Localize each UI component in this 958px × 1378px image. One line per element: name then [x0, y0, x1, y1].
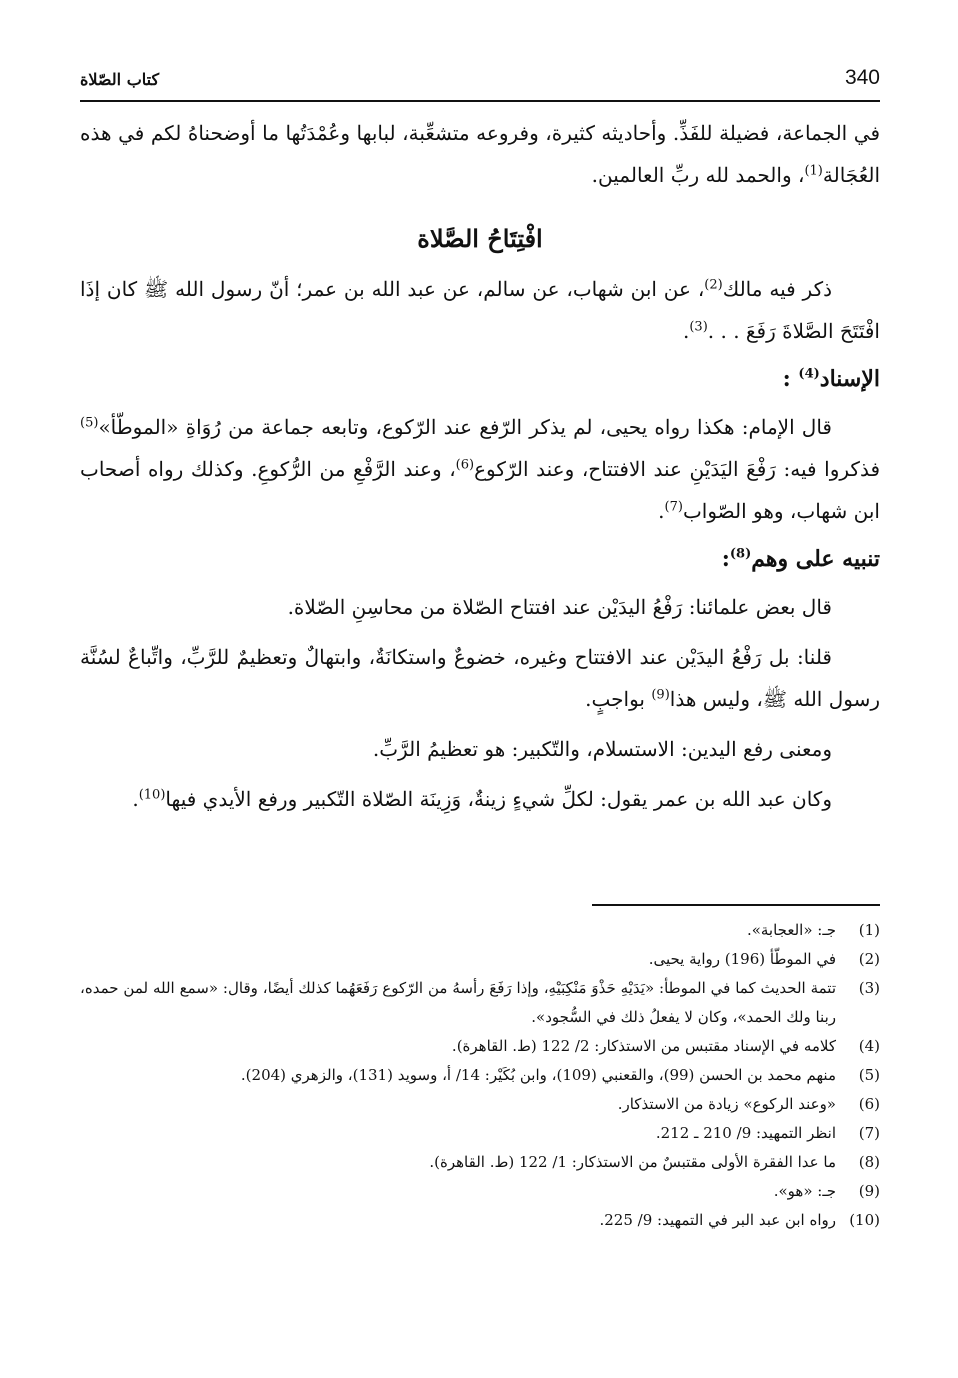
footnote-text: كلامه في الإسناد مقتبس من الاستذكار: 2/ 122 (ط. القاهرة). — [451, 1037, 836, 1055]
footnote-ref[interactable]: (9) — [651, 687, 670, 703]
paragraph: ذكر فيه مالك$^{(2)}$، عن ابن شهاب، عن سالم، عن عبد الله بن عمر؛ أنّ رسول الله ﷺ كان إذَا افْتَتَحَ الصَّلاةَ رَفَعَ . . .$^{(3)}$. — [80, 277, 880, 343]
footnote-number: (2) — [858, 950, 880, 968]
footnote-ref[interactable]: (5) — [80, 415, 99, 431]
paragraph: وكان عبد الله بن عمر يقول: لكلِّ شيءٍ زينةٌ، وَزِينَة الصّلاة التّكبير ورفع الأيدي فيها$^{(10)}$. — [132, 787, 832, 811]
footnote-text: في الموطّأ (196) رواية يحيى. — [648, 950, 836, 968]
footnote — [80, 974, 880, 1032]
footnote — [80, 1206, 880, 1235]
footnote-ref[interactable]: (1) — [804, 163, 823, 179]
footnote-ref[interactable]: (2) — [704, 277, 723, 293]
footnotes — [80, 916, 880, 1235]
footnote — [80, 1177, 880, 1206]
footnote-text: تتمة الحديث كما في الموطأ: «يَدَيْهِ حَذْوَ مَنْكِبَيْهِ، وإذا رَفَعَ رأسهُ من الرّكوع رَفَعَهُما كذلك أيضًا، وقال: «سمع الله لمن حمده، ربنا ولك الحمد»، وكان لا يفعلُ ذلك في السُّجود». — [80, 979, 836, 1026]
footnote-number: (9) — [858, 1182, 880, 1200]
footnote — [80, 945, 880, 974]
running-head: كتاب الصّلاة — [80, 70, 160, 89]
footnote-number: (5) — [858, 1066, 880, 1084]
paragraph: في الجماعة، فضيلة للفَذِّ. وأحاديثه كثيرة، وفروعه متشعِّبة، لبابها وعُمْدَتُها ما أوضحناهُ لكم في هذه العُجَالة$^{(1)}$، والحمد لله ربِّ العالمين. — [80, 121, 880, 187]
footnote-text: انظر التمهيد: 9/ 210 ـ 212. — [655, 1124, 836, 1142]
footnote-text: منهم محمد بن الحسن (99)، والقعنبي (109)، وابن بُكَيْر: 14/ أ، وسويد (131)، والزهري (204). — [240, 1066, 836, 1084]
footnote-text: جـ: «العجابة». — [746, 921, 836, 939]
footnote — [80, 1148, 880, 1177]
footnote-ref[interactable]: (3) — [689, 319, 708, 335]
footnote-ref[interactable]: (4) — [798, 366, 820, 382]
footnote-number: (4) — [858, 1037, 880, 1055]
footnote-number: (3) — [858, 979, 880, 997]
footnote-number: (10) — [849, 1211, 880, 1229]
footnote-ref[interactable]: (10) — [138, 787, 166, 803]
footnote-ref[interactable]: (7) — [664, 499, 683, 515]
footnote-text: رواه ابن عبد البر في التمهيد: 9/ 225. — [599, 1211, 836, 1229]
footnote-divider — [592, 904, 880, 906]
footnote — [80, 1032, 880, 1061]
main-text — [80, 112, 880, 820]
paragraph: قال بعض علمائنا: رَفْعُ اليدَيْن عند افتتاح الصّلاة من محاسِنِ الصّلاة. — [287, 595, 832, 619]
page-header — [80, 66, 880, 102]
subheading-isnad: الإسناد$^{(4)}$ : — [782, 366, 880, 392]
footnote — [80, 916, 880, 945]
footnote-text: «وعند الركوع» زيادة من الاستذكار. — [617, 1095, 836, 1113]
footnote-number: (8) — [858, 1153, 880, 1171]
footnote-ref[interactable]: (6) — [455, 457, 475, 473]
footnote-text: جـ: «هو». — [773, 1182, 836, 1200]
subheading-tanbih: تنبيه على وهم$^{(8)}$: — [721, 546, 880, 572]
footnote — [80, 1090, 880, 1119]
paragraph: قال الإمام: هكذا رواه يحيى، لم يذكر الرّفع عند الرّكوع، وتابعه جماعة من رُوَاةِ «الموطّأ»$^{(5)}$ فذكروا فيه: رَفْعَ اليَدَيْنِ عند الافتتاح، وعند الرّكوع$^{(6)}$، وعند الرَّفْعِ من الرُّكوعِ. وكذلك رواه أصحاب ابن شهاب، وهو الصّواب$^{(7)}$. — [80, 415, 880, 523]
page-number: 340 — [844, 66, 880, 89]
footnote-number: (7) — [858, 1124, 880, 1142]
footnote-ref[interactable]: (8) — [729, 546, 752, 562]
footnote-text: ما عدا الفقرة الأولى مقتبسٌ من الاستذكار: 1/ 122 (ط. القاهرة). — [429, 1153, 836, 1171]
footnote-number: (6) — [858, 1095, 880, 1113]
section-title: افْتِتَاحُ الصَّلاة — [417, 224, 543, 253]
footnote-number: (1) — [858, 921, 880, 939]
footnote — [80, 1061, 880, 1090]
paragraph: ومعنى رفع اليدين: الاستسلام، والتّكبير: هو تعظيمُ الرَّبِّ. — [372, 737, 832, 761]
paragraph: قلنا: بل رَفْعُ اليدَيْن عند الافتتاح وغيره، خضوعٌ واستكانَةٌ، وابتهالٌ وتعظيمٌ للرَّبِّ، واتِّباعٌ لسُنَّة رسول الله ﷺ، وليس هذا$^{(9)}$ بواجبٍ. — [80, 645, 880, 711]
footnote — [80, 1119, 880, 1148]
